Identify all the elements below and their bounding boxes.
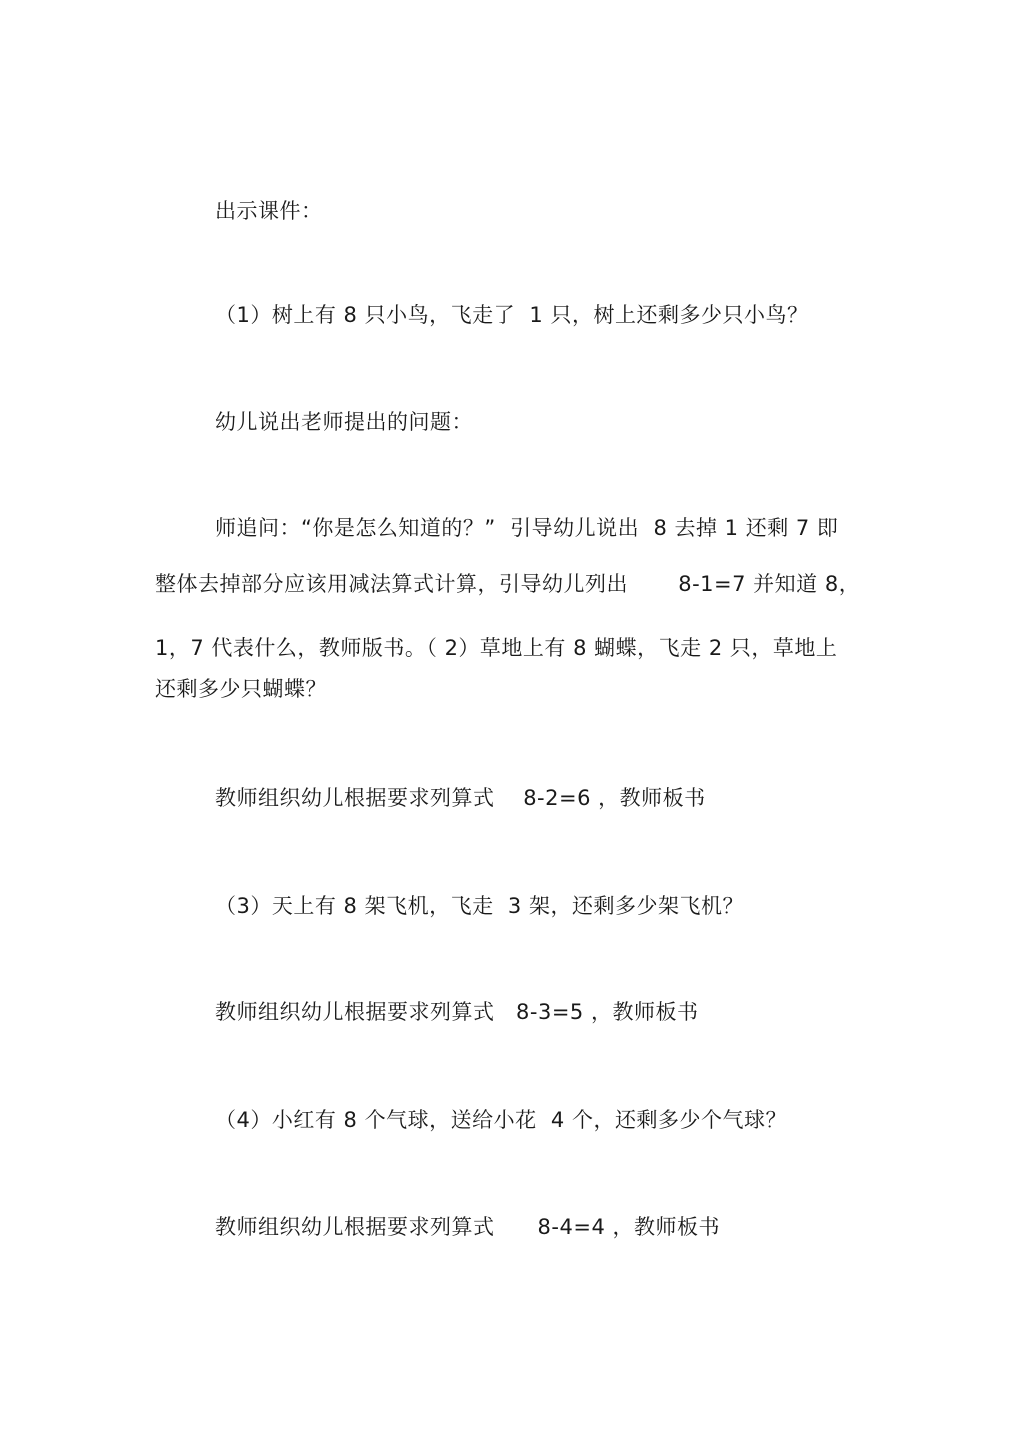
text-line-teacher-asks: 师追问：“你是怎么知道的？” 引导幼儿说出 8 去掉 1 还剩 7 即 [215, 516, 839, 540]
text-line-subtraction-explain: 整体去掉部分应该用减法算式计算，引导幼儿列出 8-1=7 并知道 8， [155, 572, 861, 596]
text-line-question-1: （1）树上有 8 只小鸟，飞走了 1 只，树上还剩多少只小鸟？ [215, 303, 809, 327]
text-line-children-say: 幼儿说出老师提出的问题： [215, 410, 473, 434]
text-line-formula-8-4: 教师组织幼儿根据要求列算式 8-4=4 ，教师板书 [215, 1215, 720, 1239]
text-line-question-2-cont: 还剩多少只蝴蝶？ [155, 677, 327, 701]
text-line-question-2: 1，7 代表什么，教师版书。（ 2）草地上有 8 蝴蝶，飞走 2 只，草地上 [155, 636, 838, 660]
text-line-formula-8-3: 教师组织幼儿根据要求列算式 8-3=5 ，教师板书 [215, 1000, 699, 1024]
text-line-formula-8-2: 教师组织幼儿根据要求列算式 8-2=6 ，教师板书 [215, 786, 706, 810]
text-line-question-4: （4）小红有 8 个气球，送给小花 4 个，还剩多少个气球？ [215, 1108, 787, 1132]
text-line-question-3: （3）天上有 8 架飞机，飞走 3 架，还剩多少架飞机？ [215, 894, 744, 918]
text-line-show-courseware: 出示课件： [215, 199, 323, 223]
